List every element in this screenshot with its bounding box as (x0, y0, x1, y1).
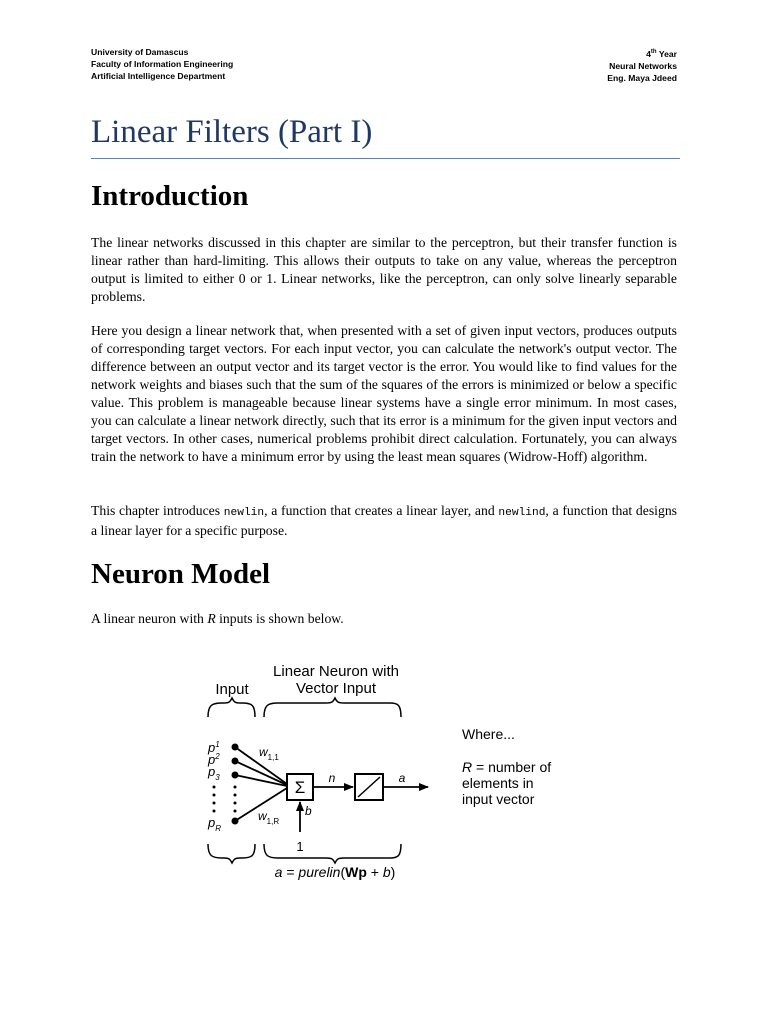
title-underline (91, 158, 680, 159)
header-department: Artificial Intelligence Department (91, 71, 226, 81)
neuron-label-line2: Vector Input (295, 680, 377, 697)
weight-w1r-label: $w_{1,R}$ (258, 809, 280, 826)
where-label: Where... (462, 726, 515, 742)
r-description-line2: elements in (462, 775, 534, 791)
weight-w11-label: $w_{1,1}$ (259, 745, 279, 762)
input-p2-label: $p^2$ (208, 752, 220, 767)
header-faculty: Faculty of Information Engineering (91, 59, 234, 69)
header-left (91, 46, 233, 82)
code-newlin: newlin (223, 507, 265, 519)
section-heading-neuron-model: Neuron Model (91, 558, 271, 590)
intro-paragraph-3: This chapter introduces newlin, a function that creates a linear layer, and newlind, a function that designs a linear layer for a specific purpose. (91, 503, 677, 538)
r-description-line3: input vector (462, 791, 535, 807)
purelin-equation: a = purelin(Wp + b) (274, 864, 396, 880)
input-p1-label: $p^1$ (208, 740, 220, 755)
b-label: b (305, 804, 312, 818)
input-p3-label: $p_3$ (208, 764, 220, 782)
section-heading-introduction: Introduction (91, 180, 249, 212)
neuron-model-paragraph: A linear neuron with R inputs is shown below. (91, 611, 344, 626)
n-label: n (328, 771, 336, 785)
code-newlind: newlind (498, 507, 546, 519)
header-university: University of Damascus (91, 47, 189, 57)
input-ellipsis-dots (213, 786, 237, 813)
header-course: Neural Networks (609, 60, 677, 71)
neuron-brace-top (264, 698, 401, 717)
header-right (607, 46, 677, 84)
header-year: 4th Year (646, 48, 677, 59)
sigma-symbol: Σ (294, 778, 306, 797)
neuron-label-line1: Linear Neuron with (273, 663, 399, 680)
input-brace-bottom (208, 844, 255, 863)
input-brace-top (208, 698, 255, 717)
header-instructor: Eng. Maya Jdeed (607, 72, 677, 83)
linear-neuron-diagram (196, 655, 580, 885)
intro-paragraph-2: Here you design a linear network that, when presented with a set of given input vectors, produces outputs of corresponding target vectors. For each input vector, you can calculate the network's output vector. The difference between an output vector and its target vector is the error. You would like to find values for the network weights and biases such that the sum of the squares of the errors is minimized or below a specific value. This problem is manageable because linear systems have a single error minimum. In most cases, you can calculate a linear network directly, such that its error is a minimum for the given input vectors and target vectors. In other cases, numerical problems prohibit direct calculation. Fortunately, you can always train the network to have a minimum error by using the least mean squares (Widrow-Hoff) algorithm. (91, 323, 677, 464)
neuron-brace-bottom (264, 844, 401, 863)
r-description-line1: R = number of (462, 759, 552, 775)
a-label: a (398, 771, 406, 785)
input-label: Input (215, 681, 249, 698)
page-title: Linear Filters (Part I) (91, 114, 373, 150)
input-pr-label: $p_R$ (208, 815, 222, 833)
intro-paragraph-1: The linear networks discussed in this chapter are similar to the perceptron, but their transfer function is linear rather than hard-limiting. This allows their outputs to take on any value, whereas the perceptron output is limited to either 0 or 1. Linear networks, like the perceptron, can only solve linearly separable problems. (91, 235, 677, 304)
bias-input-one: 1 (296, 839, 304, 854)
diagram-svg (196, 655, 580, 885)
